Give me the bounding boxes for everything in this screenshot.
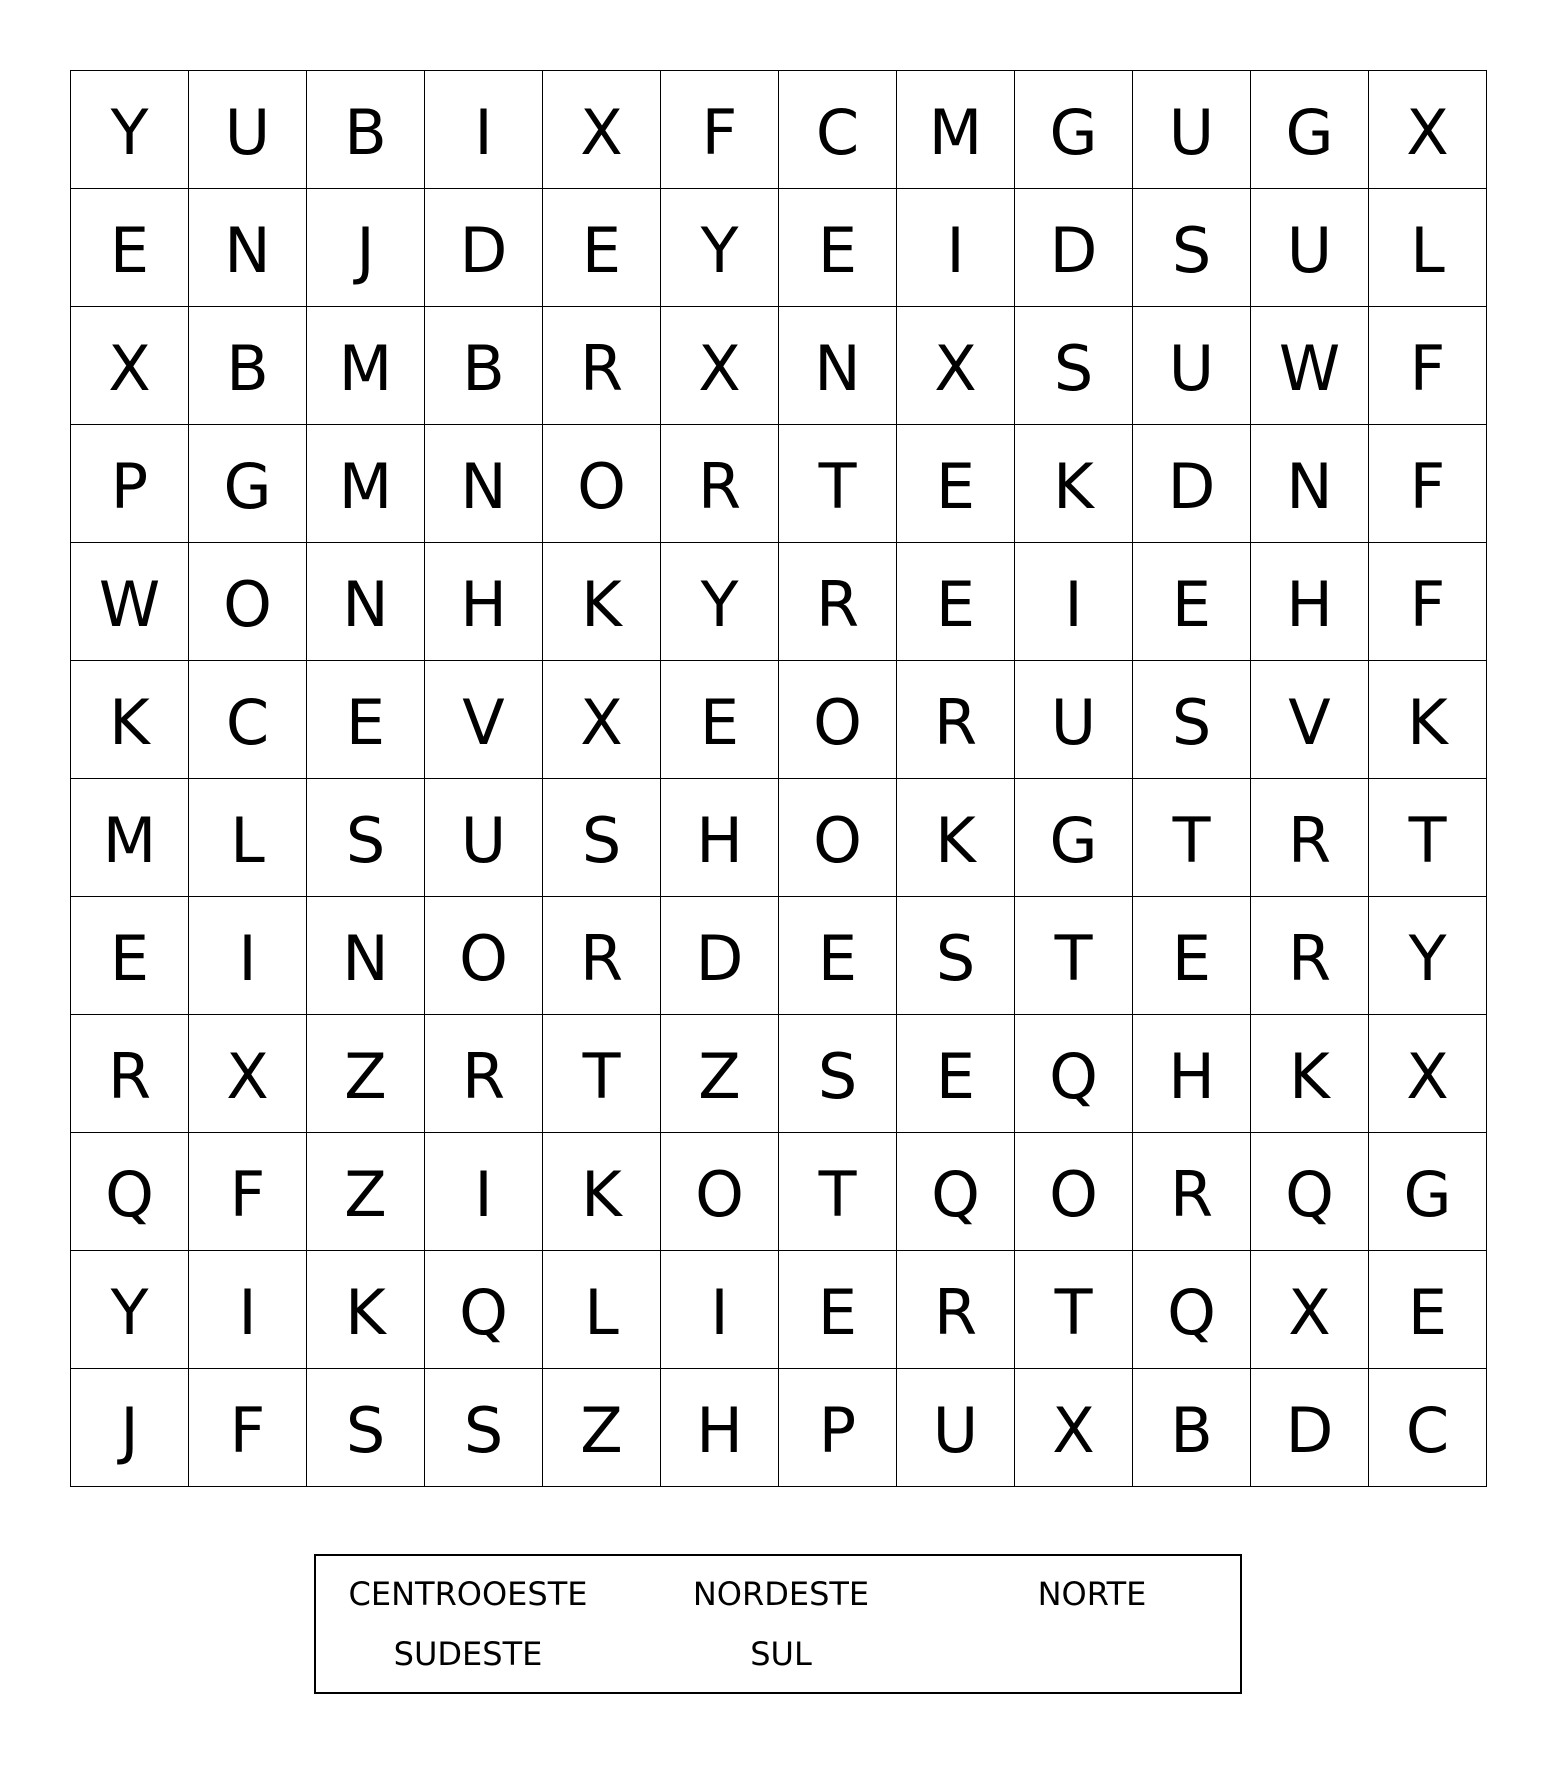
grid-cell[interactable]: R (1133, 1133, 1251, 1251)
grid-cell[interactable]: E (1369, 1251, 1487, 1369)
grid-cell[interactable]: N (779, 307, 897, 425)
grid-cell[interactable]: K (543, 1133, 661, 1251)
grid-cell[interactable]: E (307, 661, 425, 779)
grid-cell[interactable]: I (425, 1133, 543, 1251)
grid-cell[interactable]: K (1369, 661, 1487, 779)
word-bank (314, 1554, 1242, 1694)
grid-cell[interactable]: Y (71, 1251, 189, 1369)
grid-cell[interactable]: Z (307, 1015, 425, 1133)
grid-cell[interactable]: G (1251, 71, 1369, 189)
grid-cell[interactable]: D (1015, 189, 1133, 307)
grid-cell[interactable]: T (1015, 897, 1133, 1015)
grid-cell[interactable]: J (307, 189, 425, 307)
grid-cell[interactable]: D (425, 189, 543, 307)
grid-cell[interactable]: G (1015, 779, 1133, 897)
grid-cell[interactable]: R (543, 307, 661, 425)
grid-cell[interactable]: R (71, 1015, 189, 1133)
grid-cell[interactable]: Y (1369, 897, 1487, 1015)
grid-cell[interactable]: F (661, 71, 779, 189)
grid-cell[interactable]: F (1369, 425, 1487, 543)
grid-cell[interactable]: V (425, 661, 543, 779)
grid-cell[interactable]: O (1015, 1133, 1133, 1251)
grid-cell[interactable]: B (307, 71, 425, 189)
grid-cell[interactable]: X (543, 71, 661, 189)
grid-cell[interactable]: Z (543, 1369, 661, 1487)
grid-cell[interactable]: D (661, 897, 779, 1015)
grid-cell[interactable]: U (1015, 661, 1133, 779)
grid-cell[interactable]: L (543, 1251, 661, 1369)
grid-cell[interactable]: E (71, 897, 189, 1015)
grid-cell[interactable]: X (189, 1015, 307, 1133)
grid-cell[interactable]: N (1251, 425, 1369, 543)
grid-cell[interactable]: E (897, 1015, 1015, 1133)
grid-cell[interactable]: W (1251, 307, 1369, 425)
grid-cell[interactable]: O (189, 543, 307, 661)
grid-cell[interactable]: E (897, 425, 1015, 543)
grid-cell[interactable]: Q (1251, 1133, 1369, 1251)
grid-cell[interactable]: F (1369, 543, 1487, 661)
word-bank-item: SUDESTE (393, 1635, 543, 1673)
grid-cell[interactable]: W (71, 543, 189, 661)
grid-cell[interactable]: K (897, 779, 1015, 897)
grid-cell[interactable]: B (189, 307, 307, 425)
grid-cell[interactable]: C (189, 661, 307, 779)
grid-cell[interactable]: P (71, 425, 189, 543)
grid-cell[interactable]: E (779, 189, 897, 307)
grid-cell[interactable]: R (897, 1251, 1015, 1369)
grid-cell[interactable]: I (189, 1251, 307, 1369)
grid-cell[interactable]: T (1369, 779, 1487, 897)
grid-cell[interactable]: O (779, 779, 897, 897)
grid-cell[interactable]: R (897, 661, 1015, 779)
grid-cell[interactable]: F (189, 1369, 307, 1487)
grid-cell[interactable]: F (1369, 307, 1487, 425)
grid-cell[interactable]: G (189, 425, 307, 543)
grid-cell[interactable]: R (779, 543, 897, 661)
word-bank-item: NORTE (1037, 1575, 1147, 1613)
grid-cell[interactable]: S (897, 897, 1015, 1015)
grid-cell[interactable]: C (779, 71, 897, 189)
grid-cell[interactable]: T (1133, 779, 1251, 897)
grid-cell[interactable]: S (1015, 307, 1133, 425)
grid-cell[interactable]: X (1369, 1015, 1487, 1133)
grid-cell[interactable]: K (1015, 425, 1133, 543)
grid-cell[interactable]: H (1133, 1015, 1251, 1133)
grid-cell[interactable]: T (543, 1015, 661, 1133)
grid-cell[interactable]: Q (897, 1133, 1015, 1251)
grid-cell[interactable]: S (307, 779, 425, 897)
grid-cell[interactable]: X (661, 307, 779, 425)
word-bank-item: CENTROOESTE (348, 1575, 588, 1613)
grid-cell[interactable]: Z (307, 1133, 425, 1251)
grid-cell[interactable]: U (189, 71, 307, 189)
grid-cell[interactable]: O (779, 661, 897, 779)
grid-cell[interactable]: X (897, 307, 1015, 425)
grid-cell[interactable]: Y (661, 543, 779, 661)
grid-cell[interactable]: S (779, 1015, 897, 1133)
grid-cell[interactable]: T (1015, 1251, 1133, 1369)
grid-cell[interactable]: N (425, 425, 543, 543)
grid-cell[interactable]: L (189, 779, 307, 897)
grid-cell[interactable]: I (1015, 543, 1133, 661)
word-bank-item: SUL (750, 1635, 812, 1673)
grid-cell[interactable]: X (1251, 1251, 1369, 1369)
grid-cell[interactable]: P (779, 1369, 897, 1487)
grid-cell[interactable]: M (71, 779, 189, 897)
grid-cell[interactable]: K (543, 543, 661, 661)
grid-cell[interactable]: N (189, 189, 307, 307)
grid-cell[interactable]: E (779, 897, 897, 1015)
grid-cell[interactable]: M (897, 71, 1015, 189)
letter-grid (70, 70, 1487, 1487)
grid-cell[interactable]: Q (425, 1251, 543, 1369)
grid-cell[interactable]: S (543, 779, 661, 897)
grid-cell[interactable]: Q (71, 1133, 189, 1251)
grid-cell[interactable]: T (779, 1133, 897, 1251)
grid-cell[interactable]: X (543, 661, 661, 779)
grid-cell[interactable]: I (897, 189, 1015, 307)
grid-cell[interactable]: E (1133, 543, 1251, 661)
grid-cell[interactable]: E (1133, 897, 1251, 1015)
grid-cell[interactable]: R (661, 425, 779, 543)
grid-cell[interactable]: E (897, 543, 1015, 661)
grid-cell[interactable]: I (189, 897, 307, 1015)
grid-cell[interactable]: D (1133, 425, 1251, 543)
grid-cell[interactable]: H (1251, 543, 1369, 661)
grid-cell[interactable]: Y (71, 71, 189, 189)
grid-cell[interactable]: H (661, 1369, 779, 1487)
grid-cell[interactable]: B (425, 307, 543, 425)
grid-cell[interactable]: O (425, 897, 543, 1015)
grid-cell[interactable]: K (1251, 1015, 1369, 1133)
grid-cell[interactable]: C (1369, 1369, 1487, 1487)
grid-cell[interactable]: S (1133, 189, 1251, 307)
grid-cell[interactable]: S (425, 1369, 543, 1487)
grid-cell[interactable]: F (189, 1133, 307, 1251)
grid-cell[interactable]: H (425, 543, 543, 661)
grid-cell[interactable]: Q (1133, 1251, 1251, 1369)
grid-cell[interactable]: E (779, 1251, 897, 1369)
grid-cell[interactable]: T (779, 425, 897, 543)
grid-cell[interactable]: D (1251, 1369, 1369, 1487)
word-bank-item: NORDESTE (692, 1575, 870, 1613)
grid-cell[interactable]: S (307, 1369, 425, 1487)
grid-cell[interactable]: R (425, 1015, 543, 1133)
grid-cell[interactable]: N (307, 543, 425, 661)
grid-cell[interactable]: R (1251, 897, 1369, 1015)
grid-cell[interactable]: B (1133, 1369, 1251, 1487)
grid-cell[interactable]: E (71, 189, 189, 307)
grid-cell[interactable]: Q (1015, 1015, 1133, 1133)
grid-cell[interactable]: E (543, 189, 661, 307)
grid-cell[interactable]: G (1369, 1133, 1487, 1251)
grid-cell[interactable]: K (307, 1251, 425, 1369)
grid-cell[interactable]: V (1251, 661, 1369, 779)
grid-cell[interactable]: U (1133, 307, 1251, 425)
grid-cell[interactable]: G (1015, 71, 1133, 189)
grid-cell[interactable]: E (661, 661, 779, 779)
grid-cell[interactable]: U (425, 779, 543, 897)
grid-cell[interactable]: R (543, 897, 661, 1015)
grid-cell[interactable]: N (307, 897, 425, 1015)
grid-cell[interactable]: K (71, 661, 189, 779)
grid-cell[interactable]: H (661, 779, 779, 897)
grid-cell[interactable]: U (1251, 189, 1369, 307)
grid-cell[interactable]: Y (661, 189, 779, 307)
grid-cell[interactable]: L (1369, 189, 1487, 307)
grid-cell[interactable]: O (661, 1133, 779, 1251)
grid-cell[interactable]: X (71, 307, 189, 425)
grid-cell[interactable]: Z (661, 1015, 779, 1133)
grid-cell[interactable]: S (1133, 661, 1251, 779)
grid-cell[interactable]: X (1015, 1369, 1133, 1487)
grid-cell[interactable]: O (543, 425, 661, 543)
grid-cell[interactable]: U (897, 1369, 1015, 1487)
grid-cell[interactable]: J (71, 1369, 189, 1487)
grid-cell[interactable]: M (307, 307, 425, 425)
grid-cell[interactable]: I (661, 1251, 779, 1369)
grid-cell[interactable]: M (307, 425, 425, 543)
grid-cell[interactable]: I (425, 71, 543, 189)
grid-cell[interactable]: X (1369, 71, 1487, 189)
grid-cell[interactable]: R (1251, 779, 1369, 897)
grid-cell[interactable]: U (1133, 71, 1251, 189)
